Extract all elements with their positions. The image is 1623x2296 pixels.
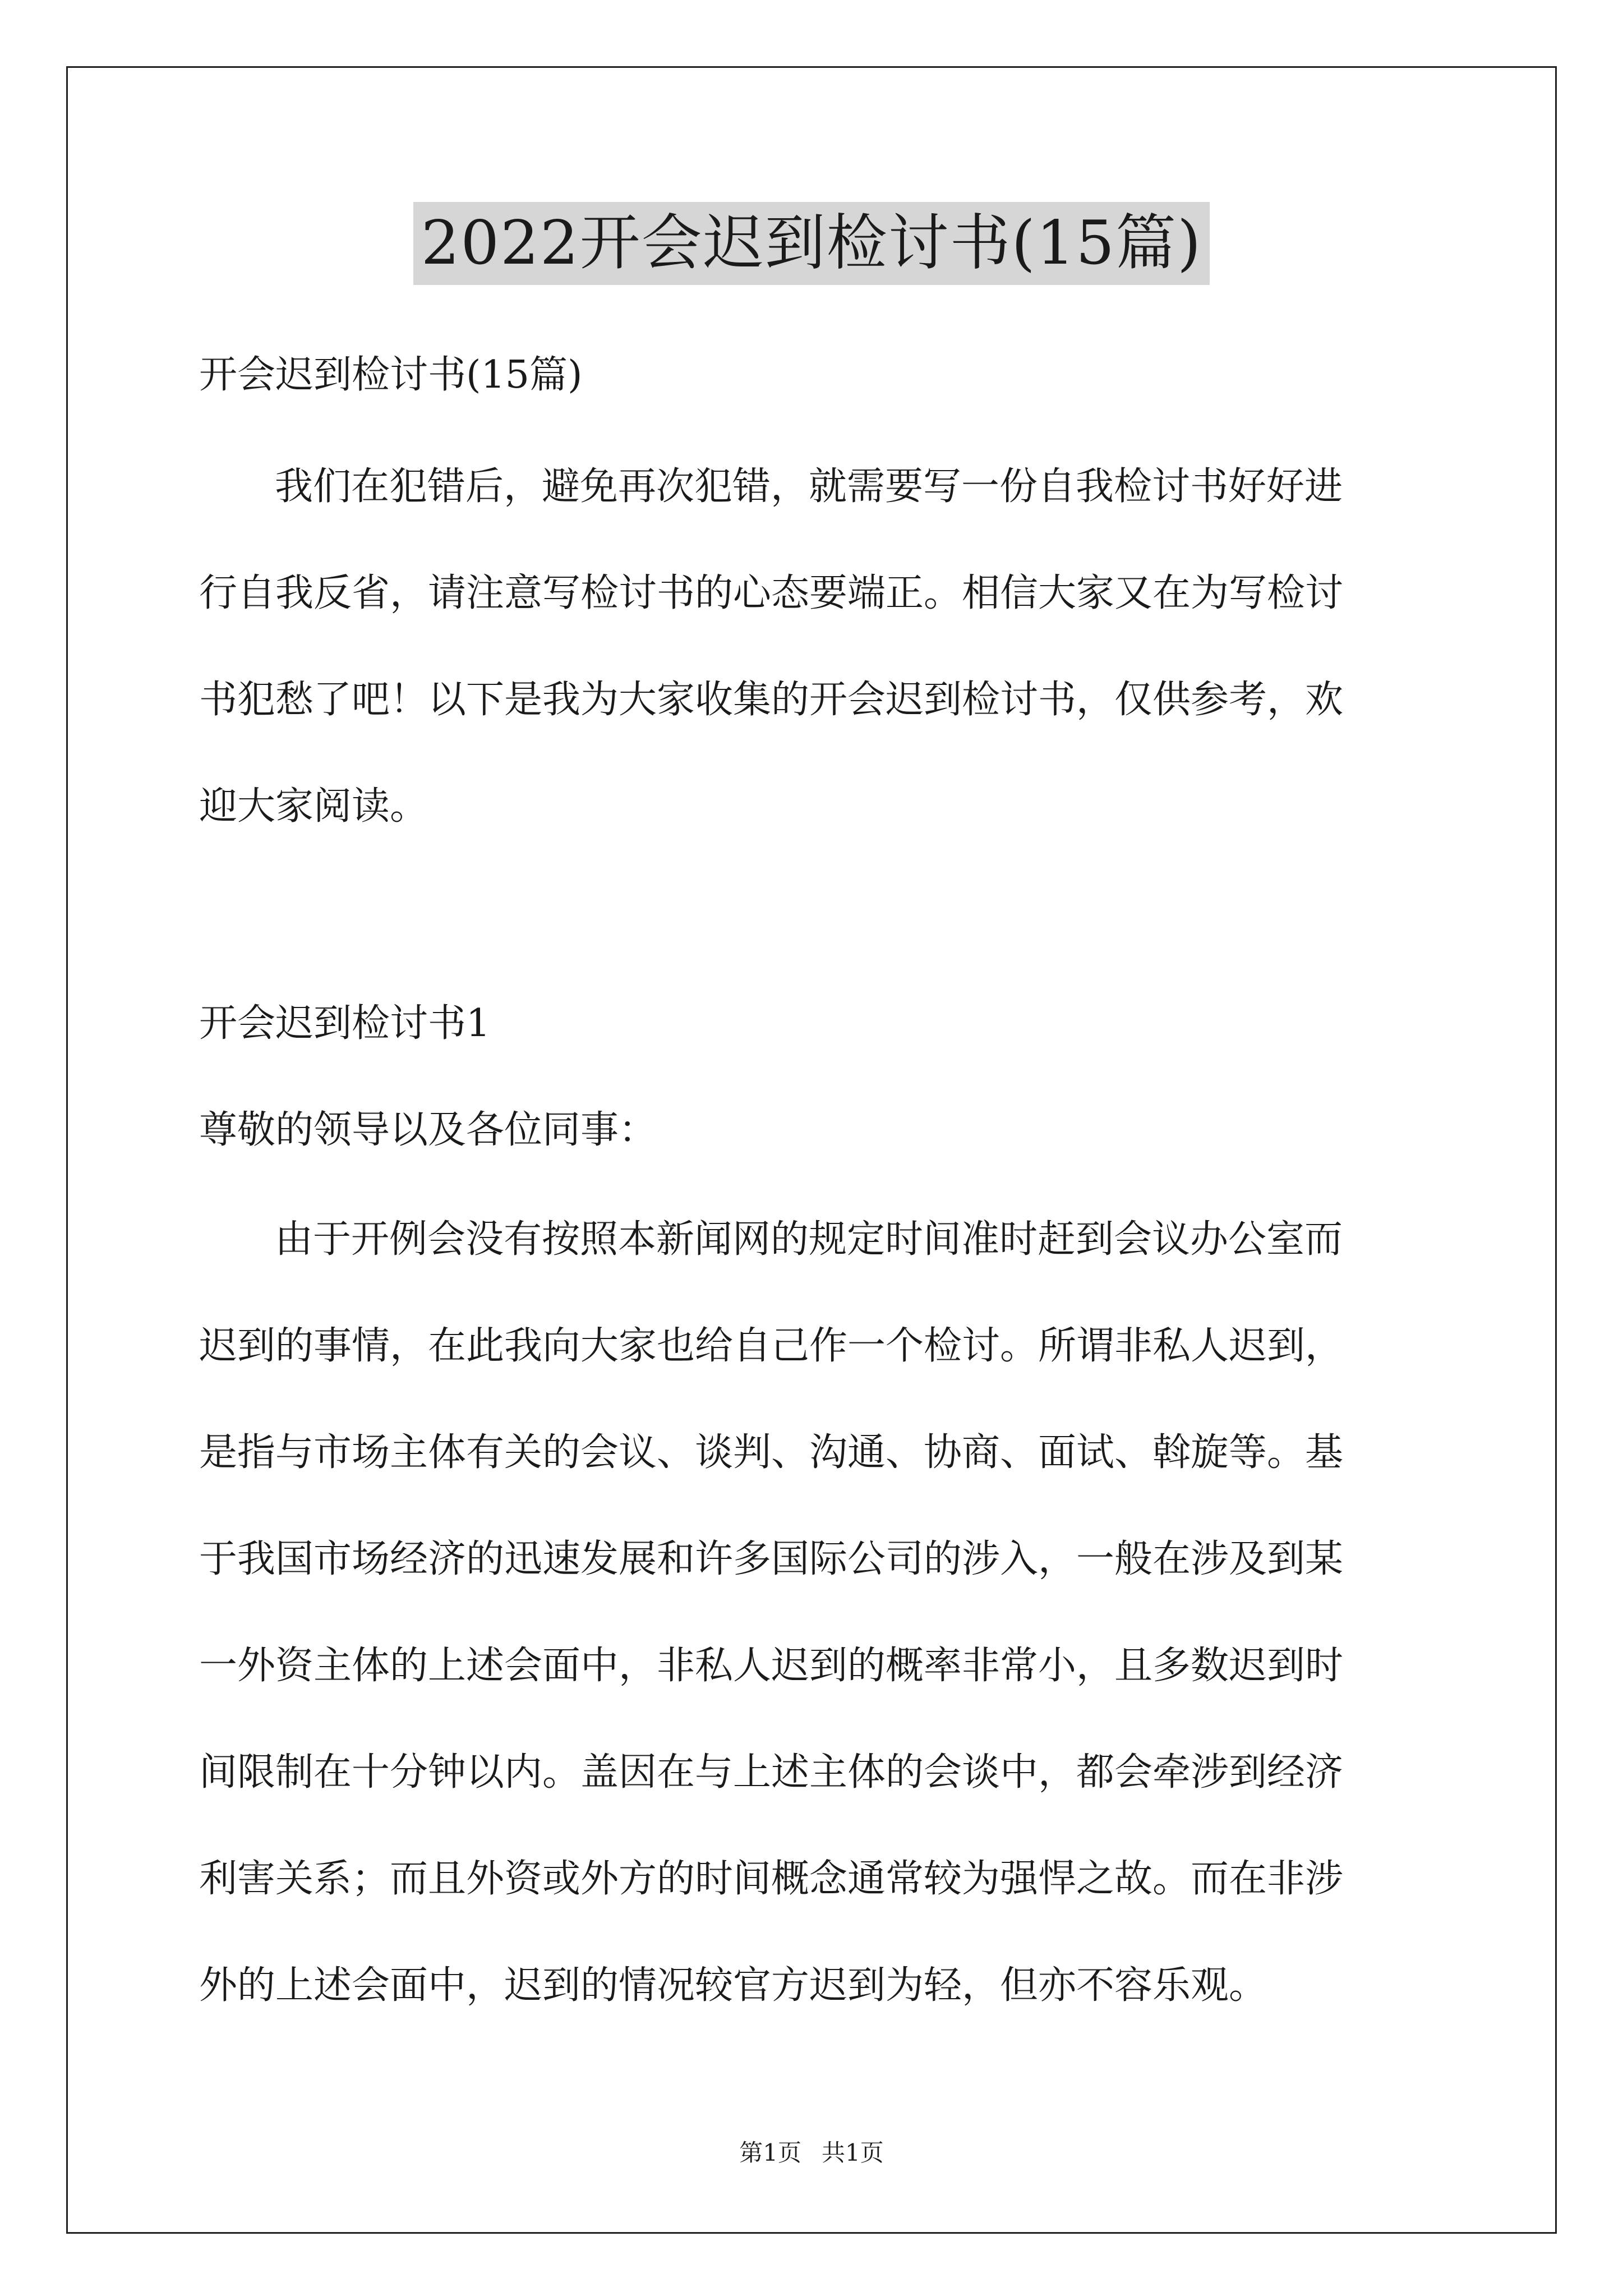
page-number: 第1页 xyxy=(739,2139,801,2166)
salutation: 尊敬的领导以及各位同事： xyxy=(199,1108,657,1152)
body-line: 由于开例会没有按照本新闻网的规定时间准时赶到会议办公室而 xyxy=(275,1217,1343,1262)
title-container xyxy=(0,202,1623,285)
body-line: 迟到的事情，在此我向大家也给自己作一个检讨。所谓非私人迟到， xyxy=(199,1324,1344,1368)
document-subtitle: 开会迟到检讨书(15篇) xyxy=(199,353,583,397)
intro-line: 书犯愁了吧！以下是我为大家收集的开会迟到检讨书，仅供参考，欢 xyxy=(199,678,1344,722)
intro-line: 迎大家阅读。 xyxy=(199,784,428,829)
document-title: 2022开会迟到检讨书(15篇) xyxy=(413,202,1210,285)
body-line: 是指与市场主体有关的会议、谈判、沟通、协商、面试、斡旋等。基 xyxy=(199,1430,1344,1475)
body-line: 一外资主体的上述会面中，非私人迟到的概率非常小，且多数迟到时 xyxy=(199,1644,1344,1688)
section-heading: 开会迟到检讨书1 xyxy=(199,1001,491,1046)
body-line: 利害关系；而且外资或外方的时间概念通常较为强悍之故。而在非涉 xyxy=(199,1857,1344,1901)
intro-line: 行自我反省，请注意写检讨书的心态要端正。相信大家又在为写检讨 xyxy=(199,571,1344,615)
page-footer xyxy=(0,2137,1623,2169)
intro-line: 我们在犯错后，避免再次犯错，就需要写一份自我检讨书好好进 xyxy=(275,464,1343,509)
body-line: 于我国市场经济的迅速发展和许多国际公司的涉入，一般在涉及到某 xyxy=(199,1537,1344,1581)
body-line: 间限制在十分钟以内。盖因在与上述主体的会谈中，都会牵涉到经济 xyxy=(199,1750,1344,1795)
page-total: 共1页 xyxy=(822,2139,884,2166)
body-line: 外的上述会面中，迟到的情况较官方迟到为轻，但亦不容乐观。 xyxy=(199,1963,1267,2008)
